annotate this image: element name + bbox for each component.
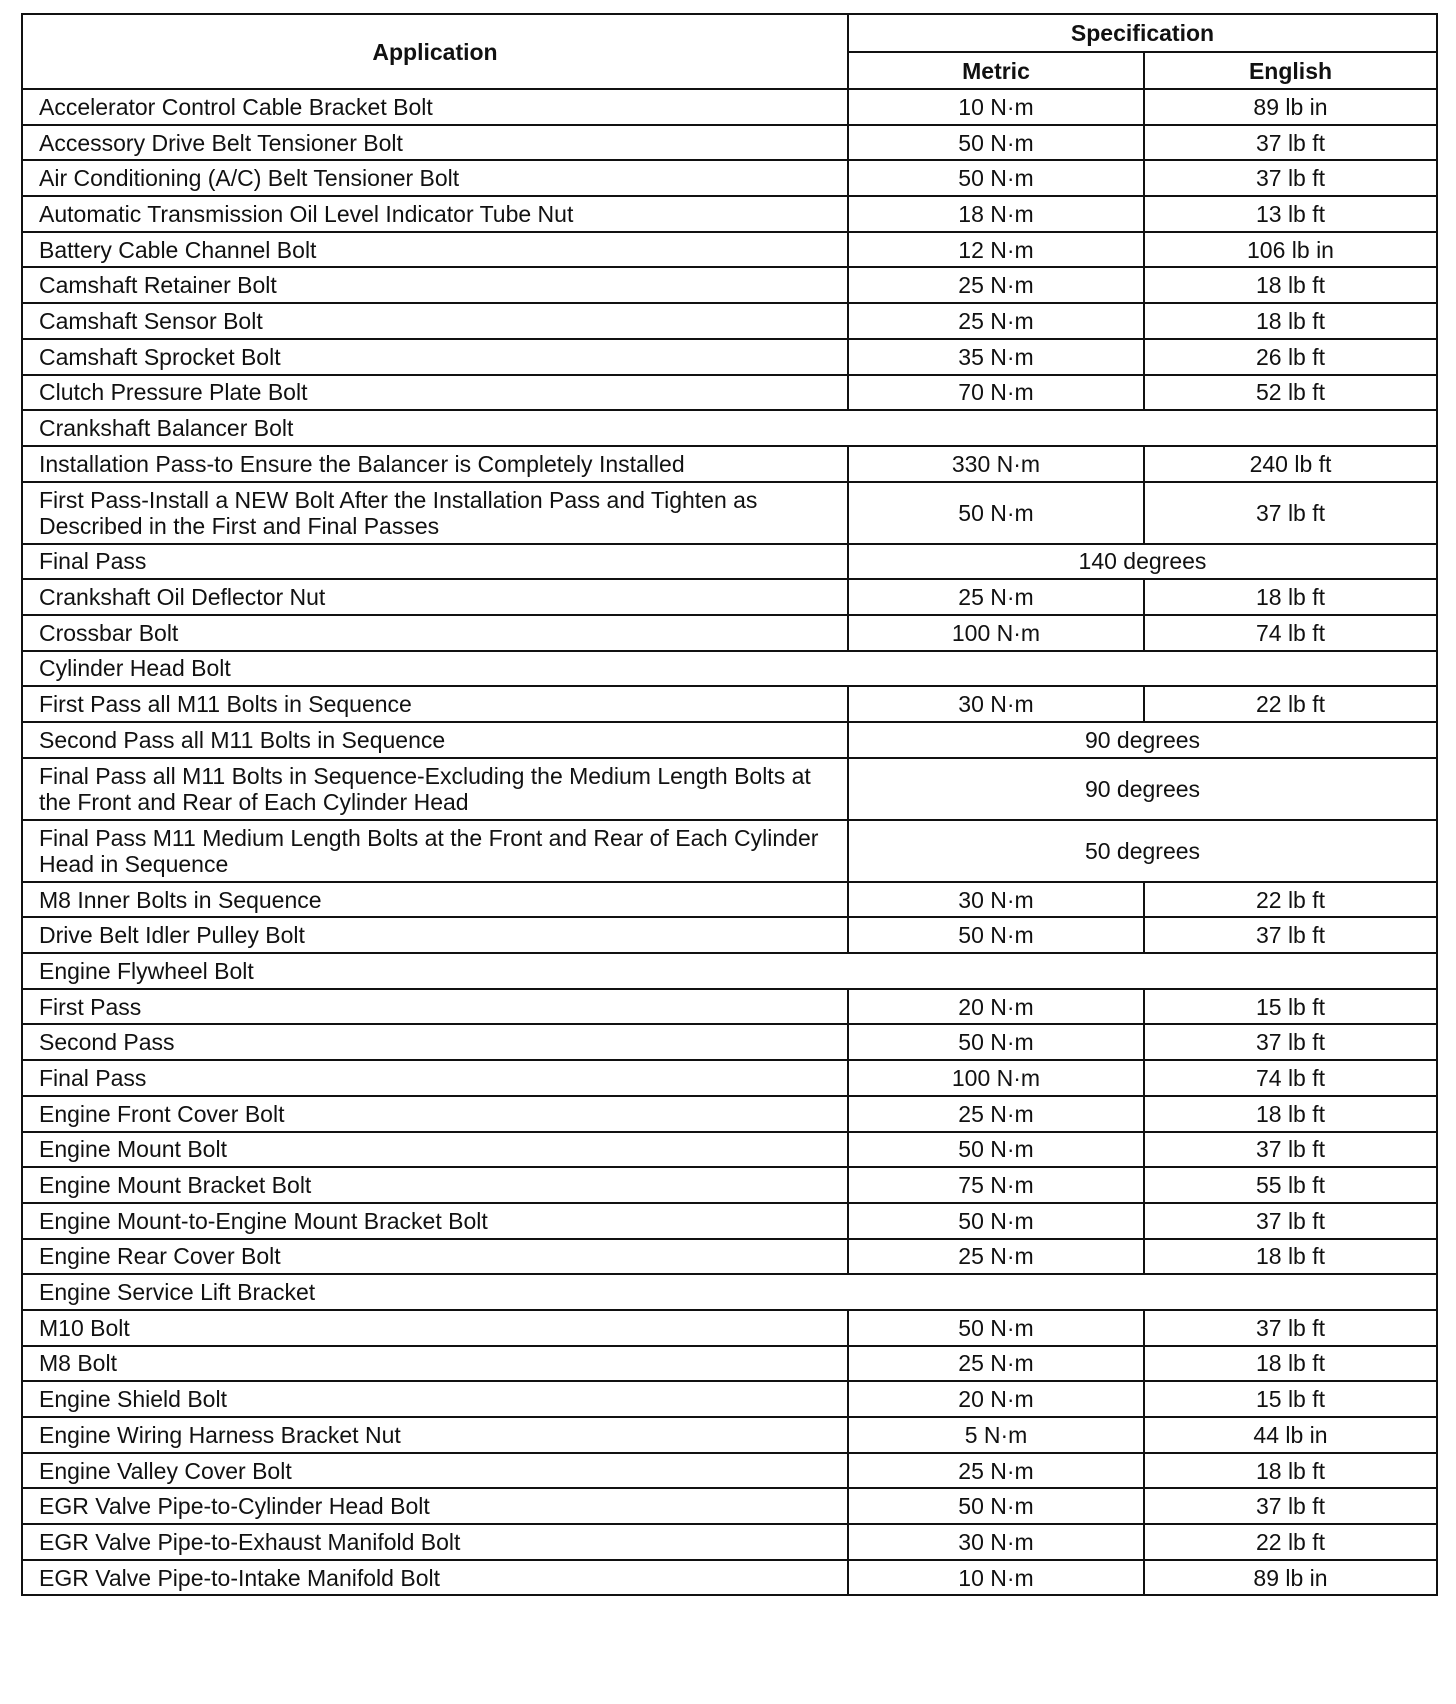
header-row-top (22, 14, 1437, 52)
application-cell: Accelerator Control Cable Bracket Bolt (22, 89, 848, 125)
metric-value-cell: 35 N·m (848, 339, 1144, 375)
group-heading-cell: Cylinder Head Bolt (22, 651, 1437, 687)
application-cell: Air Conditioning (A/C) Belt Tensioner Bolt (22, 160, 848, 196)
application-cell: Engine Mount Bracket Bolt (22, 1167, 848, 1203)
application-cell: Crossbar Bolt (22, 615, 848, 651)
metric-value-cell: 50 N·m (848, 1310, 1144, 1346)
metric-value-cell: 50 N·m (848, 125, 1144, 161)
english-value-cell: 22 lb ft (1144, 686, 1437, 722)
application-cell: Camshaft Sprocket Bolt (22, 339, 848, 375)
table-row (22, 196, 1437, 232)
fastener-specification-table (21, 13, 1438, 1596)
application-cell: M10 Bolt (22, 1310, 848, 1346)
table-header (22, 14, 1437, 89)
english-value-cell: 15 lb ft (1144, 1381, 1437, 1417)
metric-value-cell: 100 N·m (848, 615, 1144, 651)
application-cell: First Pass all M11 Bolts in Sequence (22, 686, 848, 722)
application-cell: Camshaft Retainer Bolt (22, 267, 848, 303)
application-cell: First Pass-Install a NEW Bolt After the Installation Pass and Tighten as Described in the First and Final Passes (22, 482, 848, 544)
metric-value-cell: 20 N·m (848, 1381, 1144, 1417)
application-cell: Final Pass all M11 Bolts in Sequence-Excluding the Medium Length Bolts at the Front and Rear of Each Cylinder Head (22, 758, 848, 820)
english-value-cell: 18 lb ft (1144, 579, 1437, 615)
table-row (22, 303, 1437, 339)
metric-value-cell: 50 N·m (848, 1203, 1144, 1239)
english-value-cell: 22 lb ft (1144, 1524, 1437, 1560)
metric-value-cell: 25 N·m (848, 1346, 1144, 1382)
table-row (22, 125, 1437, 161)
table-row (22, 339, 1437, 375)
table-subrow (22, 482, 1437, 544)
table-subrow (22, 1310, 1437, 1346)
metric-value-cell: 25 N·m (848, 579, 1144, 615)
table-row (22, 160, 1437, 196)
group-heading-cell: Engine Flywheel Bolt (22, 953, 1437, 989)
application-cell: Engine Valley Cover Bolt (22, 1453, 848, 1489)
application-cell: Camshaft Sensor Bolt (22, 303, 848, 339)
application-cell: Engine Wiring Harness Bracket Nut (22, 1417, 848, 1453)
english-value-cell: 37 lb ft (1144, 1203, 1437, 1239)
english-value-cell: 89 lb in (1144, 1560, 1437, 1596)
english-value-cell: 106 lb in (1144, 232, 1437, 268)
table-subrow (22, 882, 1437, 918)
metric-value-cell: 50 N·m (848, 1024, 1144, 1060)
metric-value-cell: 75 N·m (848, 1167, 1144, 1203)
application-cell: Engine Mount-to-Engine Mount Bracket Bolt (22, 1203, 848, 1239)
application-cell: Second Pass (22, 1024, 848, 1060)
english-value-cell: 15 lb ft (1144, 989, 1437, 1025)
table-row (22, 410, 1437, 446)
group-heading-cell: Engine Service Lift Bracket (22, 1274, 1437, 1310)
english-value-cell: 89 lb in (1144, 89, 1437, 125)
metric-value-cell: 10 N·m (848, 89, 1144, 125)
application-header: Application (22, 14, 848, 89)
metric-value-cell: 50 N·m (848, 1488, 1144, 1524)
metric-value-cell: 50 N·m (848, 482, 1144, 544)
english-value-cell: 22 lb ft (1144, 882, 1437, 918)
metric-value-cell: 25 N·m (848, 1239, 1144, 1275)
english-value-cell: 37 lb ft (1144, 160, 1437, 196)
table-subrow (22, 820, 1437, 882)
metric-value-cell: 30 N·m (848, 1524, 1144, 1560)
table-row (22, 375, 1437, 411)
application-cell: Engine Front Cover Bolt (22, 1096, 848, 1132)
table-row (22, 579, 1437, 615)
english-value-cell: 18 lb ft (1144, 267, 1437, 303)
english-value-cell: 74 lb ft (1144, 1060, 1437, 1096)
angle-spec-cell: 140 degrees (848, 544, 1437, 580)
metric-value-cell: 5 N·m (848, 1417, 1144, 1453)
metric-value-cell: 50 N·m (848, 160, 1144, 196)
application-cell: Engine Rear Cover Bolt (22, 1239, 848, 1275)
application-cell: Engine Shield Bolt (22, 1381, 848, 1417)
group-heading-cell: Crankshaft Balancer Bolt (22, 410, 1437, 446)
english-value-cell: 37 lb ft (1144, 125, 1437, 161)
metric-header: Metric (848, 52, 1144, 89)
english-value-cell: 55 lb ft (1144, 1167, 1437, 1203)
table-row (22, 917, 1437, 953)
application-cell: Final Pass (22, 1060, 848, 1096)
table-row (22, 1167, 1437, 1203)
table-row (22, 1488, 1437, 1524)
application-cell: M8 Bolt (22, 1346, 848, 1382)
table-subrow (22, 1346, 1437, 1382)
metric-value-cell: 10 N·m (848, 1560, 1144, 1596)
application-cell: Clutch Pressure Plate Bolt (22, 375, 848, 411)
english-value-cell: 18 lb ft (1144, 1346, 1437, 1382)
metric-value-cell: 30 N·m (848, 882, 1144, 918)
table-row (22, 1239, 1437, 1275)
table-row (22, 1132, 1437, 1168)
table-row (22, 1203, 1437, 1239)
metric-value-cell: 30 N·m (848, 686, 1144, 722)
metric-value-cell: 18 N·m (848, 196, 1144, 232)
metric-value-cell: 70 N·m (848, 375, 1144, 411)
metric-value-cell: 20 N·m (848, 989, 1144, 1025)
table-row (22, 1417, 1437, 1453)
metric-value-cell: 50 N·m (848, 1132, 1144, 1168)
application-cell: Battery Cable Channel Bolt (22, 232, 848, 268)
application-cell: EGR Valve Pipe-to-Intake Manifold Bolt (22, 1560, 848, 1596)
english-value-cell: 37 lb ft (1144, 917, 1437, 953)
metric-value-cell: 50 N·m (848, 917, 1144, 953)
metric-value-cell: 25 N·m (848, 267, 1144, 303)
english-value-cell: 44 lb in (1144, 1417, 1437, 1453)
english-value-cell: 240 lb ft (1144, 446, 1437, 482)
table-subrow (22, 446, 1437, 482)
english-header: English (1144, 52, 1437, 89)
table-row (22, 267, 1437, 303)
application-cell: Installation Pass-to Ensure the Balancer is Completely Installed (22, 446, 848, 482)
table-row (22, 1524, 1437, 1560)
english-value-cell: 18 lb ft (1144, 303, 1437, 339)
metric-value-cell: 330 N·m (848, 446, 1144, 482)
table-subrow (22, 989, 1437, 1025)
table-row (22, 953, 1437, 989)
english-value-cell: 18 lb ft (1144, 1239, 1437, 1275)
english-value-cell: 37 lb ft (1144, 1488, 1437, 1524)
specification-header: Specification (848, 14, 1437, 52)
english-value-cell: 37 lb ft (1144, 482, 1437, 544)
application-cell: M8 Inner Bolts in Sequence (22, 882, 848, 918)
table-subrow (22, 722, 1437, 758)
table-body (22, 89, 1437, 1595)
application-cell: Crankshaft Oil Deflector Nut (22, 579, 848, 615)
table-subrow (22, 758, 1437, 820)
table-row (22, 615, 1437, 651)
table-row (22, 1560, 1437, 1596)
table-subrow (22, 1024, 1437, 1060)
application-cell: First Pass (22, 989, 848, 1025)
table-row (22, 89, 1437, 125)
angle-spec-cell: 90 degrees (848, 758, 1437, 820)
table-row (22, 1453, 1437, 1489)
table-subrow (22, 544, 1437, 580)
application-cell: Second Pass all M11 Bolts in Sequence (22, 722, 848, 758)
application-cell: Drive Belt Idler Pulley Bolt (22, 917, 848, 953)
english-value-cell: 37 lb ft (1144, 1310, 1437, 1346)
metric-value-cell: 100 N·m (848, 1060, 1144, 1096)
table-subrow (22, 1060, 1437, 1096)
english-value-cell: 52 lb ft (1144, 375, 1437, 411)
application-cell: Accessory Drive Belt Tensioner Bolt (22, 125, 848, 161)
metric-value-cell: 12 N·m (848, 232, 1144, 268)
english-value-cell: 37 lb ft (1144, 1132, 1437, 1168)
english-value-cell: 37 lb ft (1144, 1024, 1437, 1060)
english-value-cell: 74 lb ft (1144, 615, 1437, 651)
angle-spec-cell: 50 degrees (848, 820, 1437, 882)
english-value-cell: 13 lb ft (1144, 196, 1437, 232)
table-row (22, 1381, 1437, 1417)
english-value-cell: 18 lb ft (1144, 1453, 1437, 1489)
application-cell: Final Pass (22, 544, 848, 580)
table-row (22, 1274, 1437, 1310)
table-row (22, 651, 1437, 687)
application-cell: Final Pass M11 Medium Length Bolts at the Front and Rear of Each Cylinder Head in Sequence (22, 820, 848, 882)
table-row (22, 1096, 1437, 1132)
application-cell: EGR Valve Pipe-to-Cylinder Head Bolt (22, 1488, 848, 1524)
metric-value-cell: 25 N·m (848, 303, 1144, 339)
metric-value-cell: 25 N·m (848, 1453, 1144, 1489)
english-value-cell: 18 lb ft (1144, 1096, 1437, 1132)
application-cell: EGR Valve Pipe-to-Exhaust Manifold Bolt (22, 1524, 848, 1560)
application-cell: Engine Mount Bolt (22, 1132, 848, 1168)
table-subrow (22, 686, 1437, 722)
table-row (22, 232, 1437, 268)
application-cell: Automatic Transmission Oil Level Indicator Tube Nut (22, 196, 848, 232)
metric-value-cell: 25 N·m (848, 1096, 1144, 1132)
english-value-cell: 26 lb ft (1144, 339, 1437, 375)
angle-spec-cell: 90 degrees (848, 722, 1437, 758)
